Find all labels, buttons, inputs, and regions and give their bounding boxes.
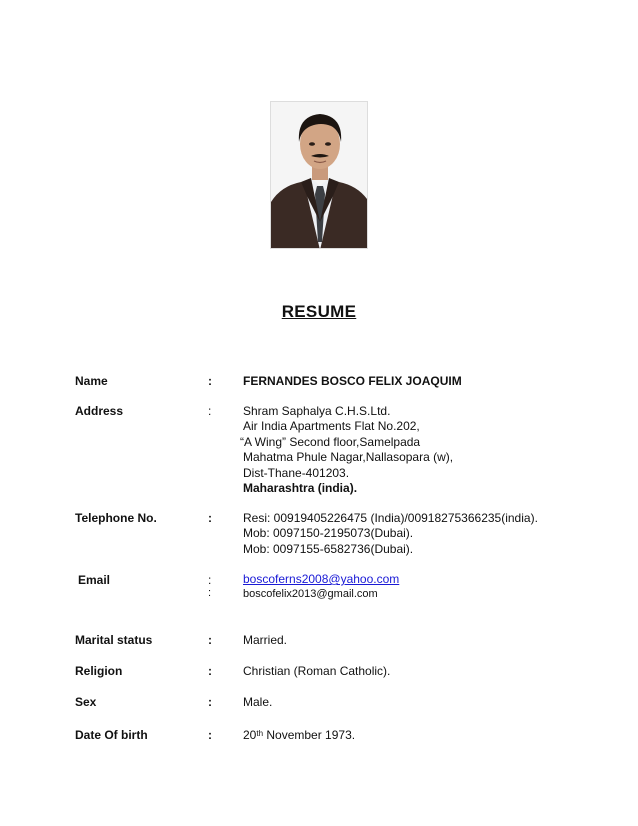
email-label: Email (78, 573, 111, 587)
email-secondary: boscofelix2013@gmail.com (243, 588, 378, 601)
email-block (243, 572, 399, 603)
sex-value: Male. (243, 695, 273, 709)
address-line: Shram Saphalya C.H.S.Ltd. (243, 404, 391, 418)
religion-value: Christian (Roman Catholic). (243, 664, 391, 678)
religion-colon: : (208, 664, 212, 678)
dob-colon: : (208, 728, 212, 742)
telephone-mobile: Mob: 0097150-2195073(Dubai). (243, 526, 414, 541)
dob-value (243, 728, 355, 743)
resume-title: RESUME (281, 302, 357, 321)
person-portrait-image (271, 102, 368, 249)
telephone-mobile: Mob: 0097155-6582736(Dubai). (243, 541, 414, 556)
name-colon: : (208, 374, 212, 388)
dob-label: Date Of birth (75, 728, 148, 742)
address-line: Air India Apartments Flat No.202, (243, 419, 420, 434)
dob-suffix: th (256, 729, 264, 738)
name-label: Name (75, 374, 108, 388)
marital-value: Married. (243, 633, 288, 647)
religion-label: Religion (75, 664, 123, 678)
name-value: FERNANDES BOSCO FELIX JOAQUIM (243, 374, 462, 388)
address-line: Dist-Thane-401203. (243, 465, 350, 480)
address-line: “A Wing” Second floor,Samelpada (240, 434, 421, 449)
dob-day: 20 (243, 728, 257, 742)
profile-photo (270, 101, 368, 249)
address-state: Maharashtra (india). (243, 481, 358, 496)
email-colon: : (208, 573, 212, 587)
address-colon: : (208, 404, 212, 418)
telephone-label: Telephone No. (75, 511, 157, 525)
address-line: Mahatma Phule Nagar,Nallasopara (w), (243, 450, 454, 465)
address-block (240, 404, 454, 496)
marital-colon: : (208, 633, 212, 647)
telephone-block (243, 511, 538, 557)
address-label: Address (75, 404, 124, 418)
email-colon-2: : (208, 587, 212, 599)
telephone-residence: Resi: 00919405226475 (India)/00918275366235(india). (243, 511, 538, 525)
email-link[interactable]: boscoferns2008@yahoo.com (243, 572, 400, 586)
sex-colon: : (208, 695, 212, 709)
telephone-colon: : (208, 511, 212, 525)
sex-label: Sex (75, 695, 97, 709)
dob-rest: November 1973. (263, 728, 356, 742)
marital-label: Marital status (75, 633, 153, 647)
